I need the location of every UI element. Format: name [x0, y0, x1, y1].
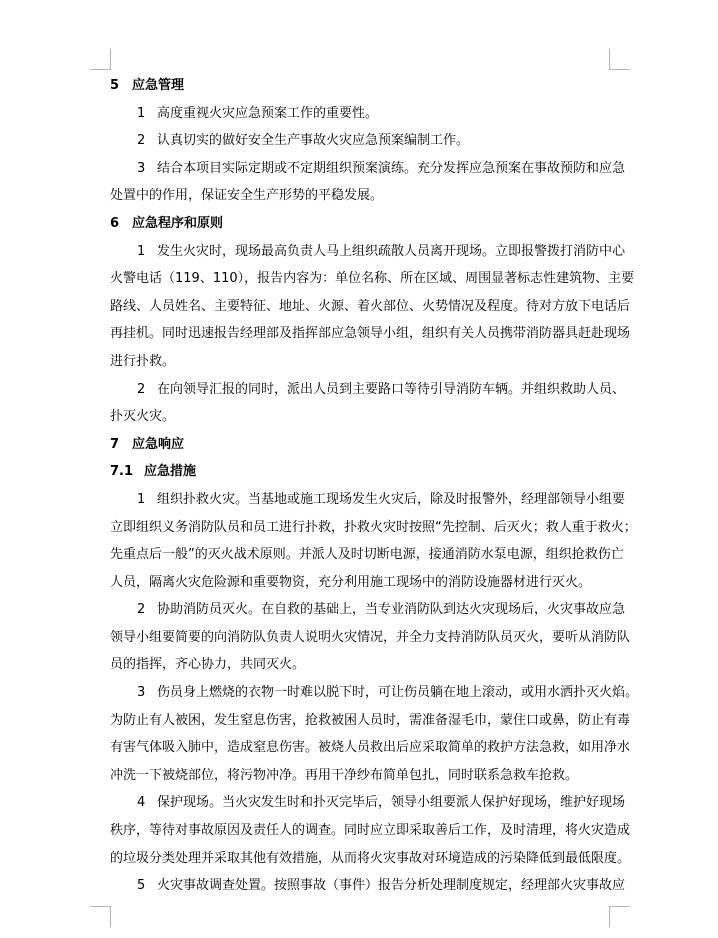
- section-title: 应急程序和原则: [132, 215, 224, 231]
- paragraph-line: 处置中的作用，保证安全生产形势的平稳发展。: [110, 188, 384, 204]
- paragraph-line: 的垃圾分类处理并采取其他有效措施，从而将火灾事故对环境造成的污染降低到最低限度。: [110, 850, 631, 866]
- section-heading: [110, 431, 610, 459]
- numbered-paragraph: [110, 789, 631, 872]
- paragraph-number: 2: [137, 381, 146, 397]
- paragraph-number: 3: [137, 685, 146, 701]
- paragraph-line: 员的指挥，齐心协力，共同灭火。: [110, 657, 306, 673]
- page-corner-mark-bottom-right: [609, 906, 630, 927]
- numbered-paragraph: [110, 376, 626, 431]
- paragraph-number: 2: [137, 133, 146, 149]
- paragraph-line: 高度重视火灾应急预案工作的重要性。: [157, 105, 379, 121]
- numbered-paragraph: [110, 679, 639, 789]
- paragraph-line: 发生火灾时，现场最高负责人马上组织疏散人员离开现场。立即报警拨打消防中心: [157, 243, 626, 259]
- paragraph-number: 4: [137, 795, 146, 811]
- paragraph-line: 秩序，等待对事故原因及责任人的调查。同时应立即采取善后工作，及时清理，将火灾造成: [110, 823, 631, 839]
- paragraph-line: 领导小组要简要的向消防队负责人说明火灾情况，并全力支持消防队员灭火，要听从消防队: [110, 629, 631, 645]
- numbered-paragraph: [110, 100, 610, 128]
- section-heading: [110, 210, 610, 238]
- paragraph-line: 协助消防员灭火。在自救的基础上，当专业消防队到达火灾现场后，火灾事故应急: [157, 602, 626, 618]
- page-corner-mark-top-left: [90, 49, 111, 70]
- document-body: [110, 72, 639, 900]
- paragraph-line: 立即组织义务消防队员和员工进行扑救，扑救火灾时按照“先控制、后灭火；救人重于救火；: [110, 519, 637, 535]
- paragraph-number: 5: [137, 878, 146, 894]
- section-title: 应急响应: [132, 436, 185, 452]
- numbered-paragraph: [110, 596, 631, 679]
- paragraph-line: 火灾事故调查处置。按照事故（事件）报告分析处理制度规定，经理部火灾事故应: [157, 878, 626, 894]
- paragraph-line: 再挂机。同时迅速报告经理部及指挥部应急领导小组，组织有关人员携带消防器具赶赴现场: [110, 326, 631, 342]
- paragraph-line: 进行扑救。: [110, 353, 176, 369]
- section-title: 应急管理: [132, 78, 185, 93]
- paragraph-line: 为防止有人被困，发生窒息伤害，抢救被困人员时，需准备湿毛巾，蒙住口或鼻，防止有毒: [110, 712, 631, 728]
- paragraph-line: 先重点后一般”的灭火战术原则。并派人及时切断电源，接通消防水泵电源，组织抢救伤亡: [110, 547, 624, 563]
- paragraph-line: 扑灭火灾。: [110, 409, 176, 425]
- paragraph-line: 路线、人员姓名、主要特征、地址、火源、着火部位、火势情况及程度。待对方放下电话后: [110, 298, 631, 314]
- paragraph-line: 伤员身上燃烧的衣物一时难以脱下时，可让伤员躺在地上滚动，或用水洒扑灭火焰。: [157, 685, 639, 701]
- page-corner-mark-top-right: [609, 49, 630, 70]
- numbered-paragraph: [110, 486, 637, 596]
- numbered-paragraph: [110, 155, 626, 210]
- section-heading: [110, 458, 610, 486]
- paragraph-line: 组织扑救火灾。当基地或施工现场发生火灾后，除及时报警外，经理部领导小组要: [157, 491, 626, 507]
- paragraph-number: 1: [137, 491, 146, 507]
- section-heading: [110, 72, 610, 100]
- paragraph-number: 1: [137, 105, 146, 121]
- paragraph-line: 人员，隔离火灾危险源和重要物资，充分利用施工现场中的消防设施器材进行灭火。: [110, 574, 592, 590]
- numbered-paragraph: [110, 238, 635, 376]
- paragraph-line: 火警电话（119、110），报告内容为：单位名称、所在区域、周围显著标志性建筑物、主要: [110, 271, 635, 287]
- section-title: 应急措施: [144, 464, 197, 480]
- section-number: 6: [110, 215, 120, 231]
- numbered-paragraph: [110, 127, 610, 155]
- page-corner-mark-bottom-left: [90, 906, 111, 927]
- section-number: 5: [110, 78, 120, 93]
- paragraph-number: 2: [137, 602, 146, 618]
- numbered-paragraph: [110, 872, 626, 900]
- paragraph-line: 结合本项目实际定期或不定期组织预案演练。充分发挥应急预案在事故预防和应急: [157, 160, 626, 176]
- paragraph-line: 有害气体吸入肺中，造成窒息伤害。被烧人员救出后应采取简单的救护方法急救，如用净水: [110, 740, 631, 756]
- paragraph-number: 1: [137, 243, 146, 259]
- paragraph-line: 保护现场。当火灾发生时和扑灭完毕后，领导小组要派人保护好现场，维护好现场: [157, 795, 626, 811]
- paragraph-line: 认真切实的做好安全生产事故火灾应急预案编制工作。: [157, 133, 470, 149]
- section-number: 7: [110, 436, 120, 452]
- paragraph-line: 冲洗一下被烧部位，将污物冲净。再用干净纱布简单包扎，同时联系急救车抢救。: [110, 767, 579, 783]
- paragraph-number: 3: [137, 160, 146, 176]
- section-number: 7.1: [110, 464, 134, 480]
- paragraph-line: 在向领导汇报的同时，派出人员到主要路口等待引导消防车辆。并组织救助人员、: [157, 381, 626, 397]
